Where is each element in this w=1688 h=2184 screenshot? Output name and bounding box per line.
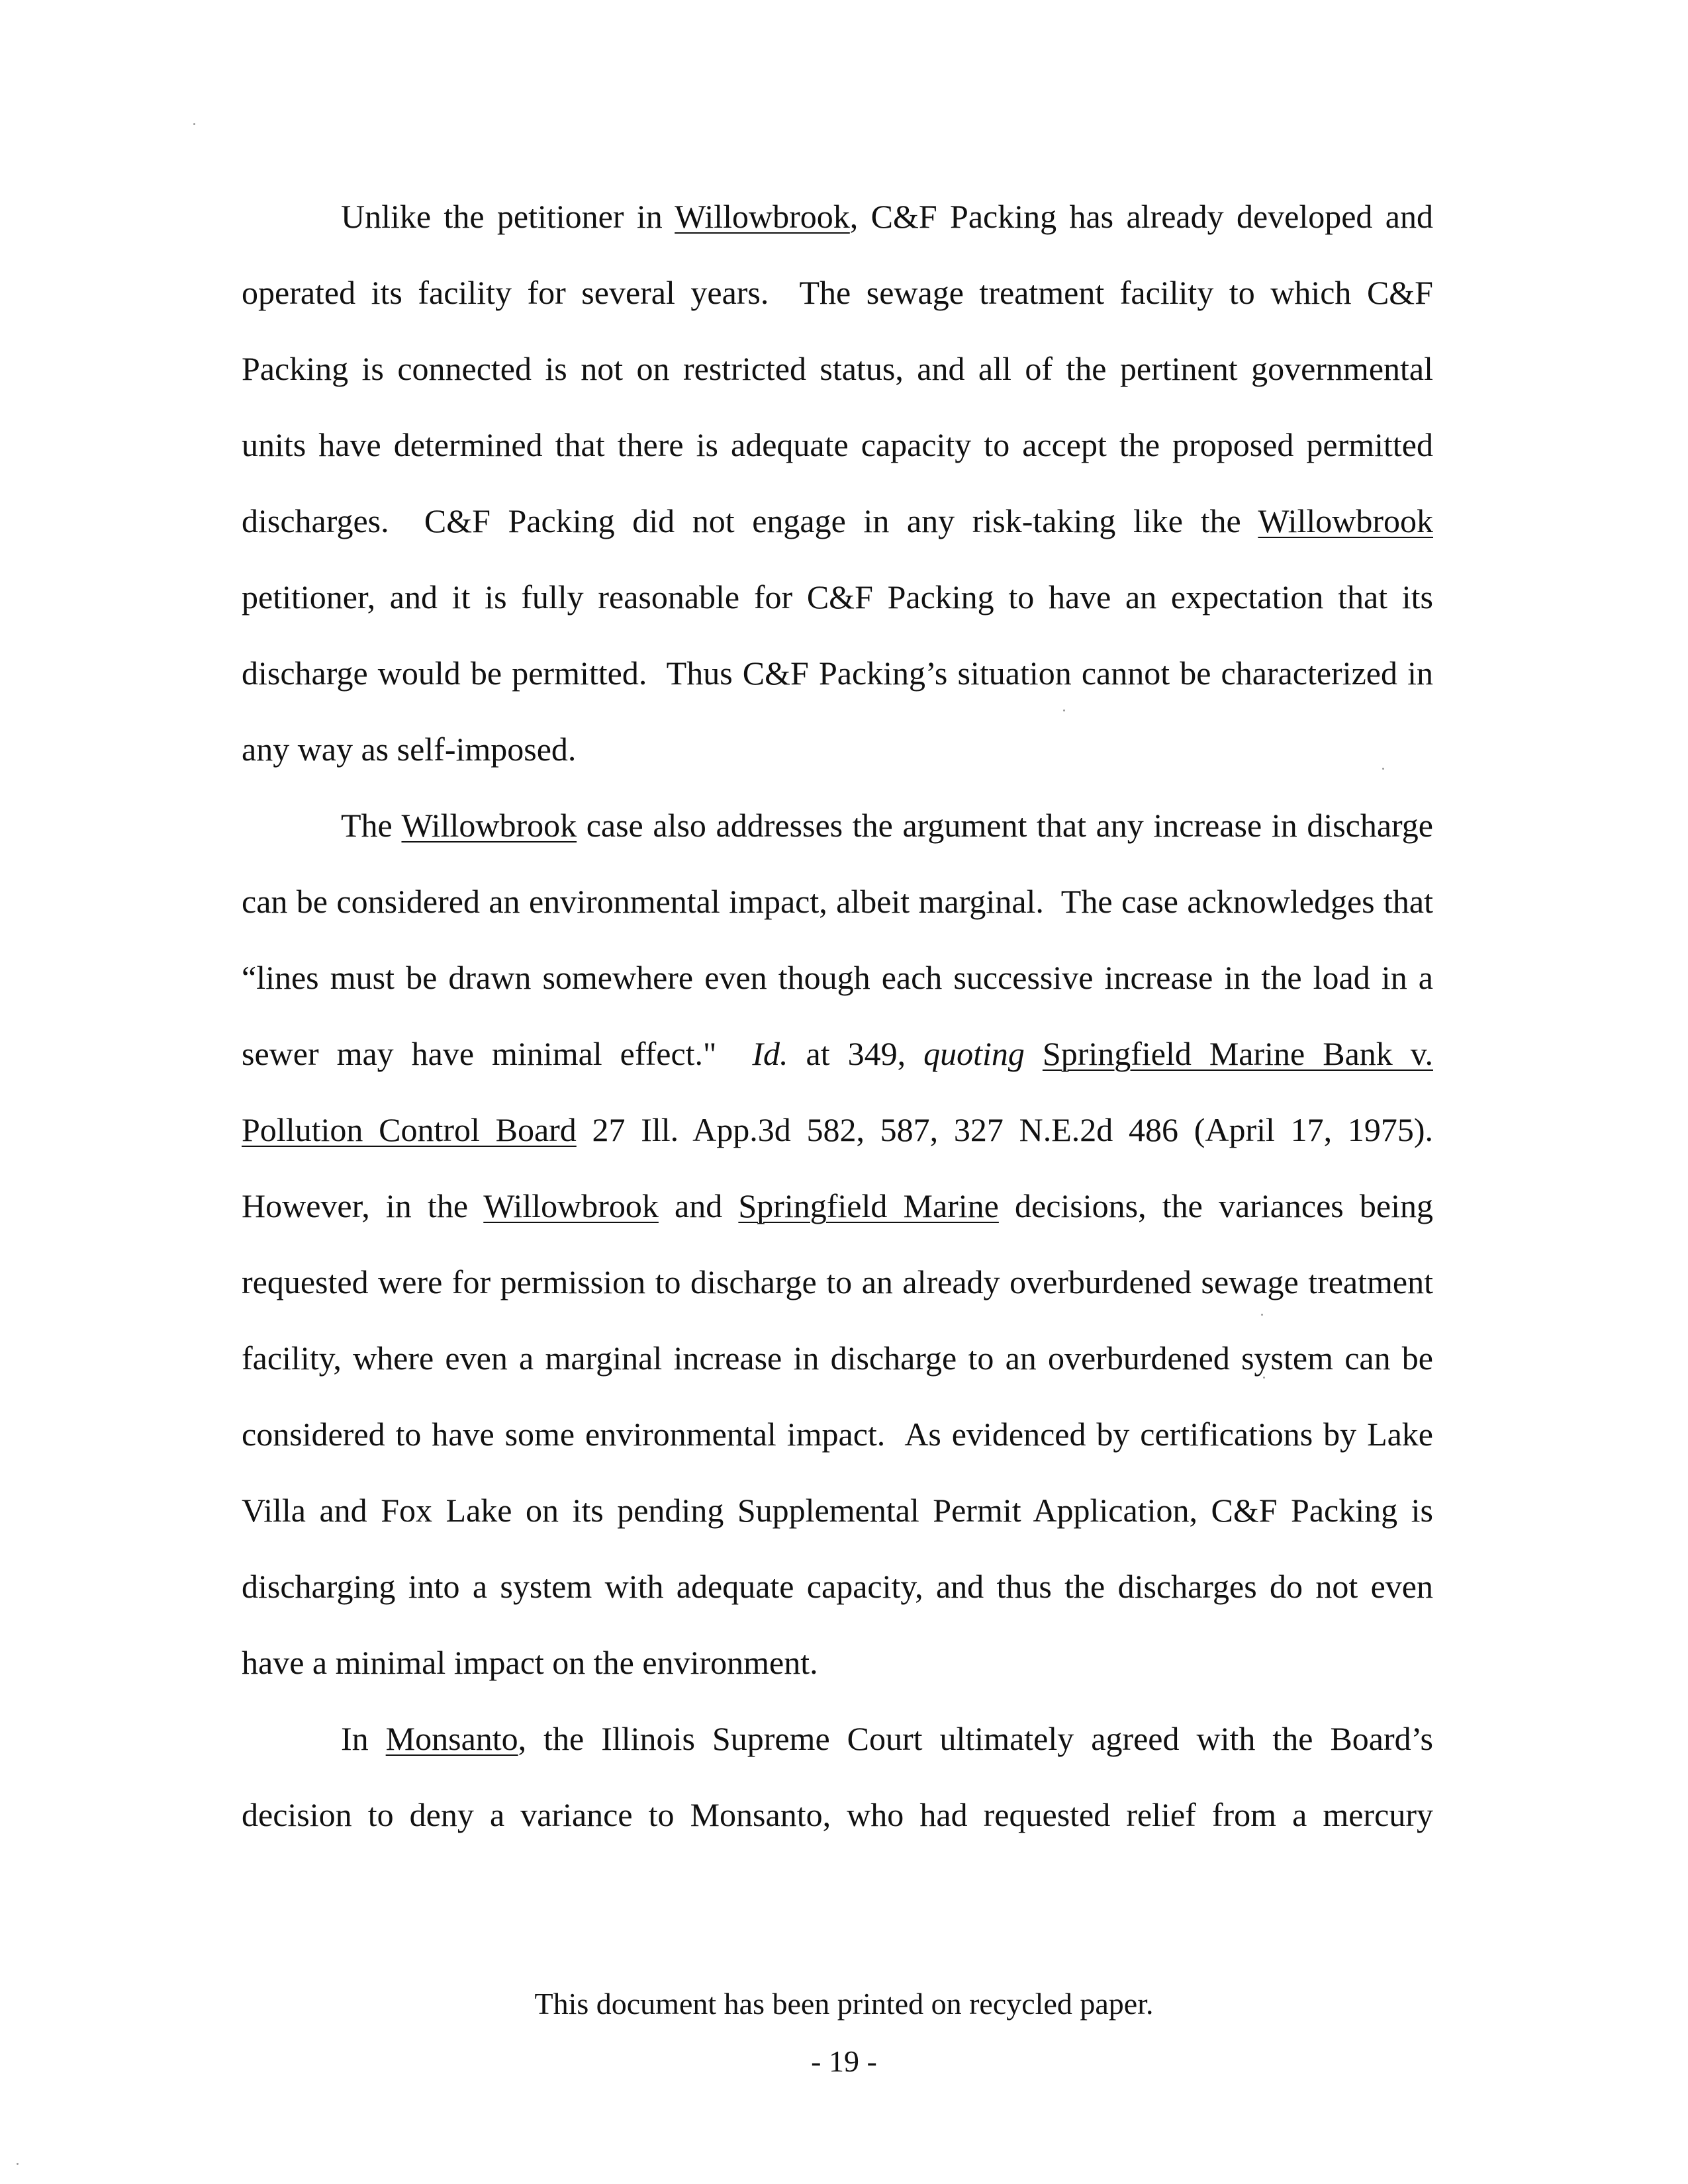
text-line: [242, 1320, 1433, 1396]
text-run: discharges. C&F Packing did not engage in any risk-taking like the: [242, 502, 1258, 539]
text-line: [242, 788, 1433, 864]
text-line: [242, 331, 1433, 407]
text-line: [242, 1777, 1433, 1853]
text-run: , the Illinois Supreme Court ultimately agreed with the Board’s: [518, 1720, 1433, 1757]
text-run: decision to deny a variance to Monsanto, who had requested relief from a mercury: [242, 1796, 1433, 1833]
citation-signal: quoting: [923, 1035, 1025, 1072]
text-line: [242, 407, 1433, 483]
text-line: [242, 1396, 1433, 1473]
text-line: [242, 1625, 1433, 1701]
text-run: [1025, 1035, 1043, 1072]
text-line: [242, 1549, 1433, 1625]
text-run: operated its facility for several years. The sewage treatment facility to which C&F: [242, 274, 1433, 311]
text-line: [242, 483, 1433, 559]
text-run: decisions, the variances being: [998, 1187, 1433, 1224]
text-run: at 349,: [788, 1035, 924, 1072]
text-run: “lines must be drawn somewhere even though each successive increase in the load in a: [242, 959, 1433, 996]
case-citation: Springfield Marine: [738, 1187, 999, 1224]
text-line: [242, 711, 1433, 788]
scan-speck: [1382, 768, 1384, 770]
text-run: In: [341, 1720, 386, 1757]
text-run: Unlike the petitioner in: [341, 198, 675, 235]
case-citation: Monsanto: [385, 1720, 518, 1757]
text-run: discharge would be permitted. Thus C&F Packing’s situation cannot be characterized in: [242, 655, 1433, 692]
citation-signal: Id.: [752, 1035, 788, 1072]
text-run: units have determined that there is adequate capacity to accept the proposed permitted: [242, 426, 1433, 463]
body-paragraph: [242, 179, 1433, 788]
text-run: , C&F Packing has already developed and: [849, 198, 1433, 235]
text-line: [242, 1092, 1433, 1168]
case-citation: Springfield Marine Bank v.: [1042, 1035, 1433, 1072]
document-body: [242, 179, 1433, 1853]
text-run: However, in the: [242, 1187, 484, 1224]
text-line: [242, 255, 1433, 331]
case-citation: Willowbrook: [483, 1187, 659, 1224]
text-run: The: [341, 807, 402, 844]
text-run: can be considered an environmental impact, albeit marginal. The case acknowledges that: [242, 883, 1433, 920]
text-line: [242, 1473, 1433, 1549]
text-line: [242, 559, 1433, 635]
case-citation: Willowbrook: [1258, 502, 1433, 539]
text-line: [242, 1701, 1433, 1777]
text-run: considered to have some environmental impact. As evidenced by certifications by Lake: [242, 1416, 1433, 1453]
text-line: [242, 864, 1433, 940]
scan-speck: [1261, 1314, 1263, 1316]
text-run: facility, where even a marginal increase in discharge to an overburdened system can be: [242, 1340, 1433, 1377]
text-run: Villa and Fox Lake on its pending Supplemental Permit Application, C&F Packing is: [242, 1492, 1433, 1529]
scan-speck: [193, 123, 195, 125]
case-citation: Willowbrook: [401, 807, 577, 844]
text-line: [242, 1016, 1433, 1092]
text-run: any way as self-imposed.: [242, 731, 577, 768]
recycled-paper-notice: This document has been printed on recycled paper.: [534, 1987, 1154, 2021]
scan-speck: [1263, 1377, 1265, 1379]
page-number: - 19 -: [811, 2044, 877, 2078]
case-citation: Willowbrook: [675, 198, 850, 235]
text-run: case also addresses the argument that any increase in discharge: [577, 807, 1433, 844]
text-run: sewer may have minimal effect.": [242, 1035, 753, 1072]
text-line: [242, 1244, 1433, 1320]
text-line: [242, 179, 1433, 255]
body-paragraph: [242, 788, 1433, 1701]
text-line: [242, 635, 1433, 711]
case-citation: Pollution Control Board: [242, 1111, 577, 1148]
body-paragraph: [242, 1701, 1433, 1853]
text-run: discharging into a system with adequate capacity, and thus the discharges do not even: [242, 1568, 1433, 1605]
scan-speck: [17, 2163, 19, 2165]
text-run: have a minimal impact on the environment.: [242, 1644, 818, 1681]
text-run: and: [658, 1187, 739, 1224]
text-run: petitioner, and it is fully reasonable for C&F Packing to have an expectation that its: [242, 578, 1433, 615]
text-run: Packing is connected is not on restricted status, and all of the pertinent governmental: [242, 350, 1433, 387]
scan-speck: [1063, 709, 1065, 711]
text-line: [242, 940, 1433, 1016]
text-run: requested were for permission to discharge to an already overburdened sewage treatment: [242, 1263, 1433, 1300]
text-line: [242, 1168, 1433, 1244]
text-run: 27 Ill. App.3d 582, 587, 327 N.E.2d 486 (April 17, 1975).: [576, 1111, 1433, 1148]
